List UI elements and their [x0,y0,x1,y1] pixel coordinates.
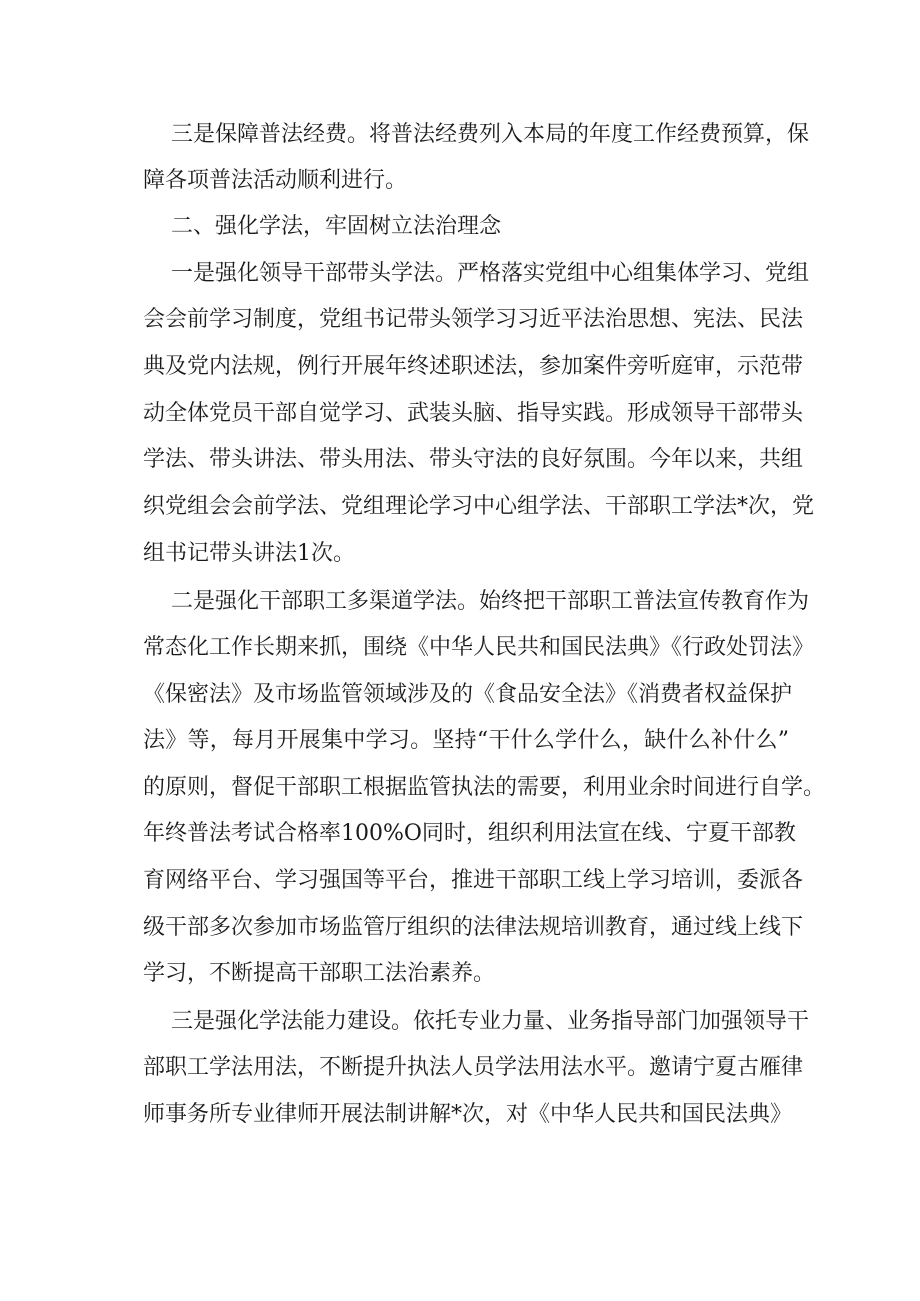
paragraph-line: 育网络平台、学习强国等平台，推进干部职工线上学习培训，委派各 [143,868,804,893]
paragraph-line: 二是强化干部职工多渠道学法。始终把干部职工普法宣传教育作为 [171,589,810,614]
paragraph-line: 学习，不断提高干部职工法治素养。 [143,961,496,986]
paragraph-line: 织党组会会前学法、党组理论学习中心组学法、干部职工学法*次，党 [143,494,815,519]
paragraph-line: 典及党内法规，例行开展年终述职述法，参加案件旁听庭审，示范带 [143,354,804,379]
paragraph-line: 的原则，督促干部职工根据监管执法的需要，利用业余时间进行自学。 [143,775,826,800]
section-heading: 二、强化学法，牢固树立法治理念 [171,214,502,239]
paragraph-line: 常态化工作长期来抓，围绕《中华人民共和国民法典》《行政处罚法》 [143,635,815,660]
paragraph-line: 三是强化学法能力建设。依托专业力量、业务指导部门加强领导干 [171,1009,810,1034]
paragraph-line: 年终普法考试合格率100%O同时，组织利用法宣在线、宁夏干部教 [143,821,796,846]
paragraph-line: 学法、带头讲法、带头用法、带头守法的良好氛围。今年以来，共组 [143,447,804,472]
paragraph-line: 法》等，每月开展集中学习。坚持“干什么学什么，缺什么补什么” [143,728,789,753]
paragraph-line: 动全体党员干部自觉学习、武装头脑、指导实践。形成领导干部带头 [143,401,804,426]
paragraph-line: 部职工学法用法，不断提升执法人员学法用法水平。邀请宁夏古雁律 [143,1055,804,1080]
paragraph-line: 师事务所专业律师开展法制讲解*次，对《中华人民共和国民法典》 [143,1102,793,1127]
paragraph-line: 三是保障普法经费。将普法经费列入本局的年度工作经费预算，保 [171,122,810,147]
paragraph-line: 组书记带头讲法1次。 [143,541,355,566]
paragraph-line: 会会前学习制度，党组书记带头领学习习近平法治思想、宪法、民法 [143,307,804,332]
paragraph-line: 一是强化领导干部带头学法。严格落实党组中心组集体学习、党组 [171,261,810,286]
paragraph-line: 级干部多次参加市场监管厅组织的法律法规培训教育，通过线上线下 [143,915,804,940]
paragraph-line: 《保密法》及市场监管领域涉及的《食品安全法》《消费者权益保护 [143,682,793,707]
paragraph-line: 障各项普法活动顺利进行。 [143,168,408,193]
